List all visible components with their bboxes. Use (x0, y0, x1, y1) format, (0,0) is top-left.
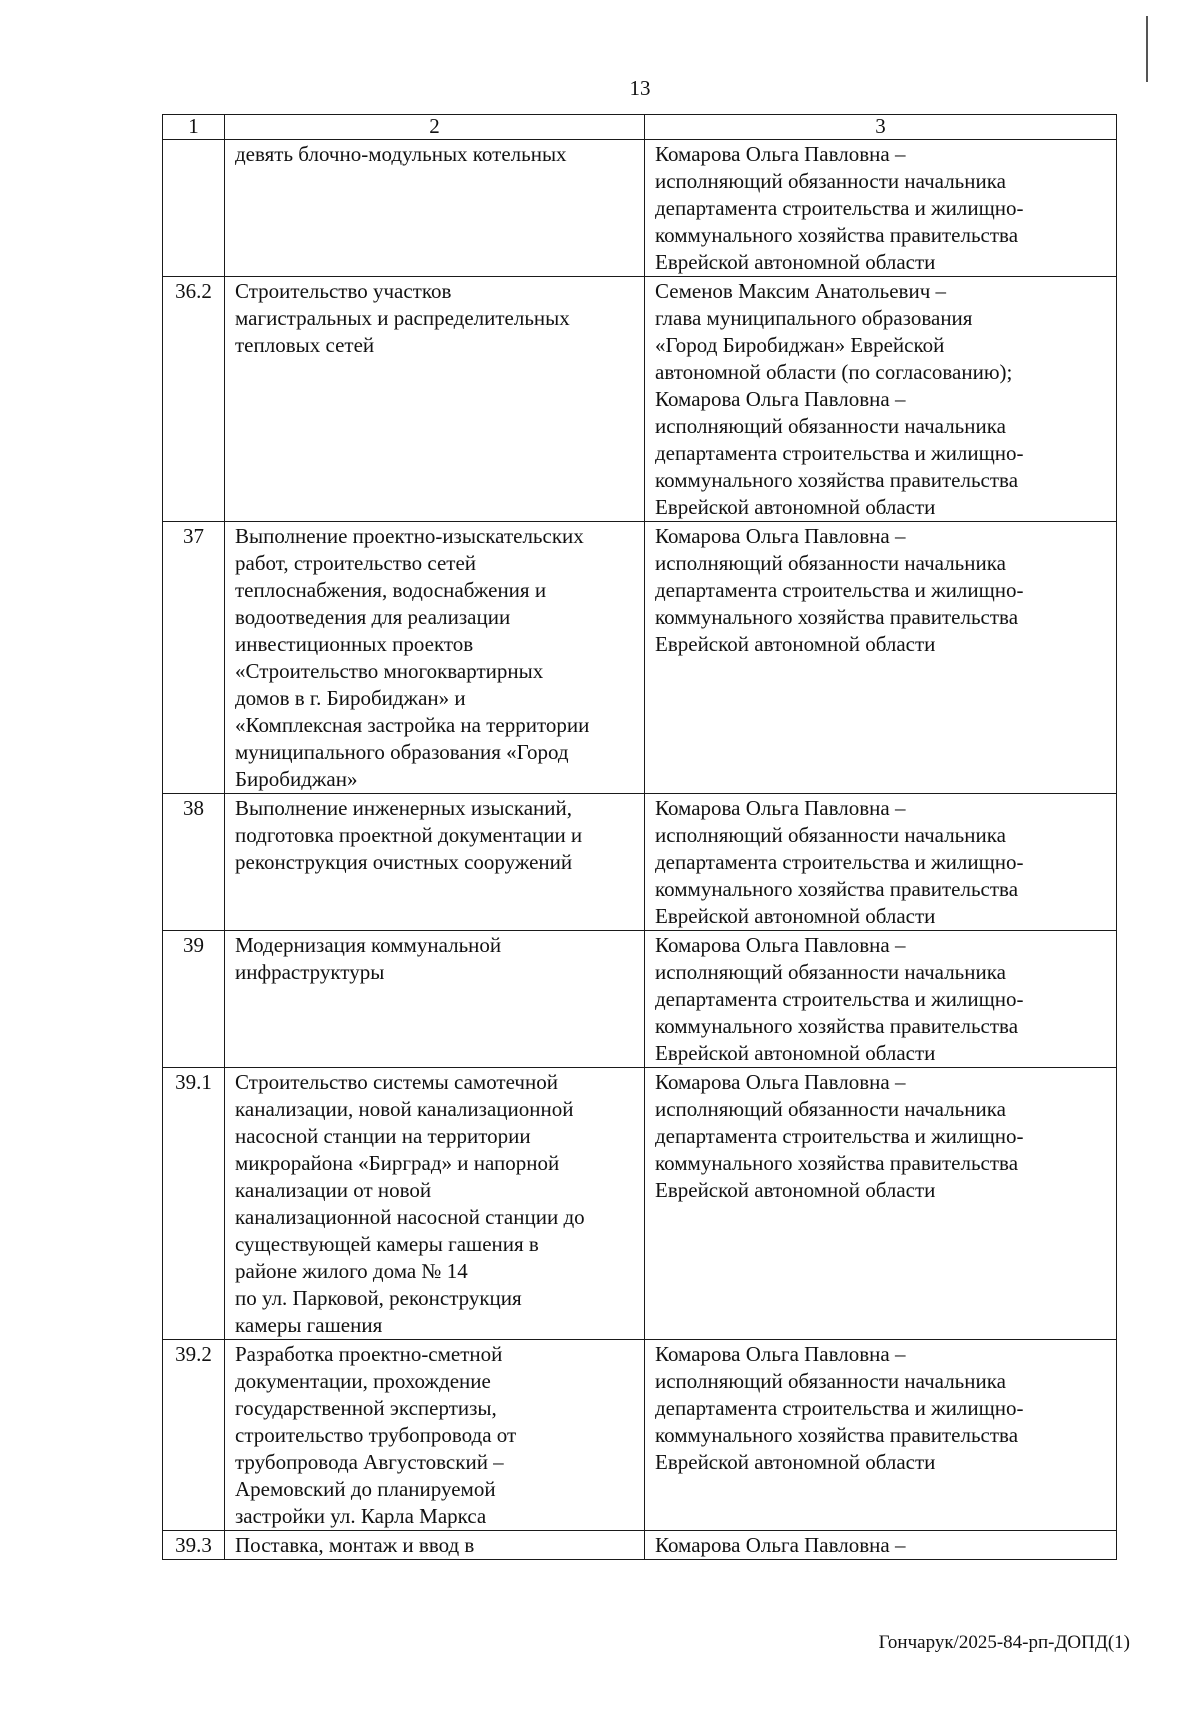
table-row (163, 794, 1117, 931)
table-row (163, 931, 1117, 1068)
responsible-line: коммунального хозяйства правительства (655, 877, 1019, 901)
description-line: застройки ул. Карла Маркса (235, 1504, 487, 1528)
header-col-1: 1 (163, 115, 225, 140)
responsible-line: исполняющий обязанности начальника (655, 823, 1006, 847)
row-responsible (645, 277, 1117, 522)
responsible-line: Комарова Ольга Павловна – (655, 1533, 906, 1557)
responsible-line: коммунального хозяйства правительства (655, 223, 1019, 247)
responsible-line: Еврейской автономной области (655, 495, 936, 519)
table-row (163, 1531, 1117, 1560)
row-responsible (645, 1068, 1117, 1340)
responsible-line: Еврейской автономной области (655, 904, 936, 928)
responsible-line: исполняющий обязанности начальника (655, 1097, 1006, 1121)
responsible-line: Еврейской автономной области (655, 250, 936, 274)
responsible-line: «Город Биробиджан» Еврейской (655, 333, 945, 357)
row-number: 39.2 (163, 1340, 225, 1531)
row-number: 38 (163, 794, 225, 931)
responsible-line: Еврейской автономной области (655, 1450, 936, 1474)
description-line: Поставка, монтаж и ввод в (235, 1533, 475, 1557)
description-line: подготовка проектной документации и (235, 823, 583, 847)
responsible-line: коммунального хозяйства правительства (655, 1014, 1019, 1038)
responsible-line: департамента строительства и жилищно- (655, 1396, 1024, 1420)
responsible-line: Комарова Ольга Павловна – (655, 933, 906, 957)
responsible-line: Еврейской автономной области (655, 632, 936, 656)
row-responsible (645, 1531, 1117, 1560)
scan-edge-mark (1146, 16, 1148, 82)
header-col-3: 3 (645, 115, 1117, 140)
responsible-line: Комарова Ольга Павловна – (655, 524, 906, 548)
description-line: Модернизация коммунальной (235, 933, 502, 957)
row-description (225, 140, 645, 277)
description-line: водоотведения для реализации (235, 605, 511, 629)
row-number: 39 (163, 931, 225, 1068)
description-line: «Комплексная застройка на территории (235, 713, 590, 737)
row-description (225, 1531, 645, 1560)
table-row (163, 140, 1117, 277)
description-line: девять блочно-модульных котельных (235, 142, 567, 166)
responsible-line: Еврейской автономной области (655, 1178, 936, 1202)
description-line: насосной станции на территории (235, 1124, 531, 1148)
description-line: камеры гашения (235, 1313, 383, 1337)
table-header-row (163, 115, 1117, 140)
description-line: документации, прохождение (235, 1369, 491, 1393)
row-number: 39.1 (163, 1068, 225, 1340)
row-responsible (645, 794, 1117, 931)
row-description (225, 277, 645, 522)
table-row (163, 1340, 1117, 1531)
responsible-line: исполняющий обязанности начальника (655, 169, 1006, 193)
responsible-line: департамента строительства и жилищно- (655, 1124, 1024, 1148)
description-line: тепловых сетей (235, 333, 375, 357)
responsible-line: коммунального хозяйства правительства (655, 468, 1019, 492)
row-number: 39.3 (163, 1531, 225, 1560)
responsible-line: Комарова Ольга Павловна – (655, 387, 906, 411)
description-line: канализации от новой (235, 1178, 432, 1202)
description-line: канализационной насосной станции до (235, 1205, 585, 1229)
table-row (163, 277, 1117, 522)
description-line: по ул. Парковой, реконструкция (235, 1286, 522, 1310)
responsible-line: департамента строительства и жилищно- (655, 196, 1024, 220)
responsible-line: департамента строительства и жилищно- (655, 578, 1024, 602)
description-line: строительство трубопровода от (235, 1423, 517, 1447)
description-line: существующей камеры гашения в (235, 1232, 539, 1256)
description-line: районе жилого дома № 14 (235, 1259, 468, 1283)
description-line: трубопровода Августовский – (235, 1450, 504, 1474)
description-line: инфраструктуры (235, 960, 385, 984)
responsible-line: автономной области (по согласованию); (655, 360, 1013, 384)
description-line: инвестиционных проектов (235, 632, 474, 656)
responsible-line: коммунального хозяйства правительства (655, 605, 1019, 629)
description-line: «Строительство многоквартирных (235, 659, 544, 683)
description-line: Строительство системы самотечной (235, 1070, 558, 1094)
description-line: канализации, новой канализационной (235, 1097, 574, 1121)
description-line: магистральных и распределительных (235, 306, 570, 330)
description-line: муниципального образования «Город (235, 740, 569, 764)
description-line: государственной экспертизы, (235, 1396, 497, 1420)
row-description (225, 931, 645, 1068)
description-line: теплоснабжения, водоснабжения и (235, 578, 547, 602)
description-line: Выполнение инженерных изысканий, (235, 796, 572, 820)
row-number: 36.2 (163, 277, 225, 522)
row-description (225, 1340, 645, 1531)
responsible-line: глава муниципального образования (655, 306, 973, 330)
responsible-line: Комарова Ольга Павловна – (655, 1342, 906, 1366)
description-line: микрорайона «Бирград» и напорной (235, 1151, 560, 1175)
responsible-line: коммунального хозяйства правительства (655, 1423, 1019, 1447)
responsible-line: Еврейской автономной области (655, 1041, 936, 1065)
description-line: Выполнение проектно-изыскательских (235, 524, 584, 548)
row-responsible (645, 1340, 1117, 1531)
responsible-line: исполняющий обязанности начальника (655, 960, 1006, 984)
responsible-line: Комарова Ольга Павловна – (655, 1070, 906, 1094)
description-line: домов в г. Биробиджан» и (235, 686, 466, 710)
row-number (163, 140, 225, 277)
description-line: Аремовский до планируемой (235, 1477, 496, 1501)
responsible-line: исполняющий обязанности начальника (655, 1369, 1006, 1393)
description-line: Биробиджан» (235, 767, 358, 791)
responsible-line: департамента строительства и жилищно- (655, 441, 1024, 465)
description-line: Строительство участков (235, 279, 452, 303)
table-row (163, 522, 1117, 794)
responsible-line: департамента строительства и жилищно- (655, 987, 1024, 1011)
responsible-line: Семенов Максим Анатольевич – (655, 279, 947, 303)
responsible-line: департамента строительства и жилищно- (655, 850, 1024, 874)
description-line: работ, строительство сетей (235, 551, 477, 575)
table-row (163, 1068, 1117, 1340)
responsible-line: Комарова Ольга Павловна – (655, 796, 906, 820)
description-line: реконструкция очистных сооружений (235, 850, 573, 874)
row-responsible (645, 522, 1117, 794)
row-description (225, 794, 645, 931)
row-responsible (645, 931, 1117, 1068)
responsible-line: Комарова Ольга Павловна – (655, 142, 906, 166)
description-line: Разработка проектно-сметной (235, 1342, 503, 1366)
page-number: 13 (629, 76, 651, 100)
responsible-line: коммунального хозяйства правительства (655, 1151, 1019, 1175)
row-description (225, 1068, 645, 1340)
document-footer-code: Гончарук/2025-84-рп-ДОПД(1) (878, 1632, 1130, 1653)
responsibility-table (162, 114, 1117, 1560)
header-col-2: 2 (225, 115, 645, 140)
row-responsible (645, 140, 1117, 277)
responsible-line: исполняющий обязанности начальника (655, 551, 1006, 575)
responsible-line: исполняющий обязанности начальника (655, 414, 1006, 438)
row-number: 37 (163, 522, 225, 794)
row-description (225, 522, 645, 794)
